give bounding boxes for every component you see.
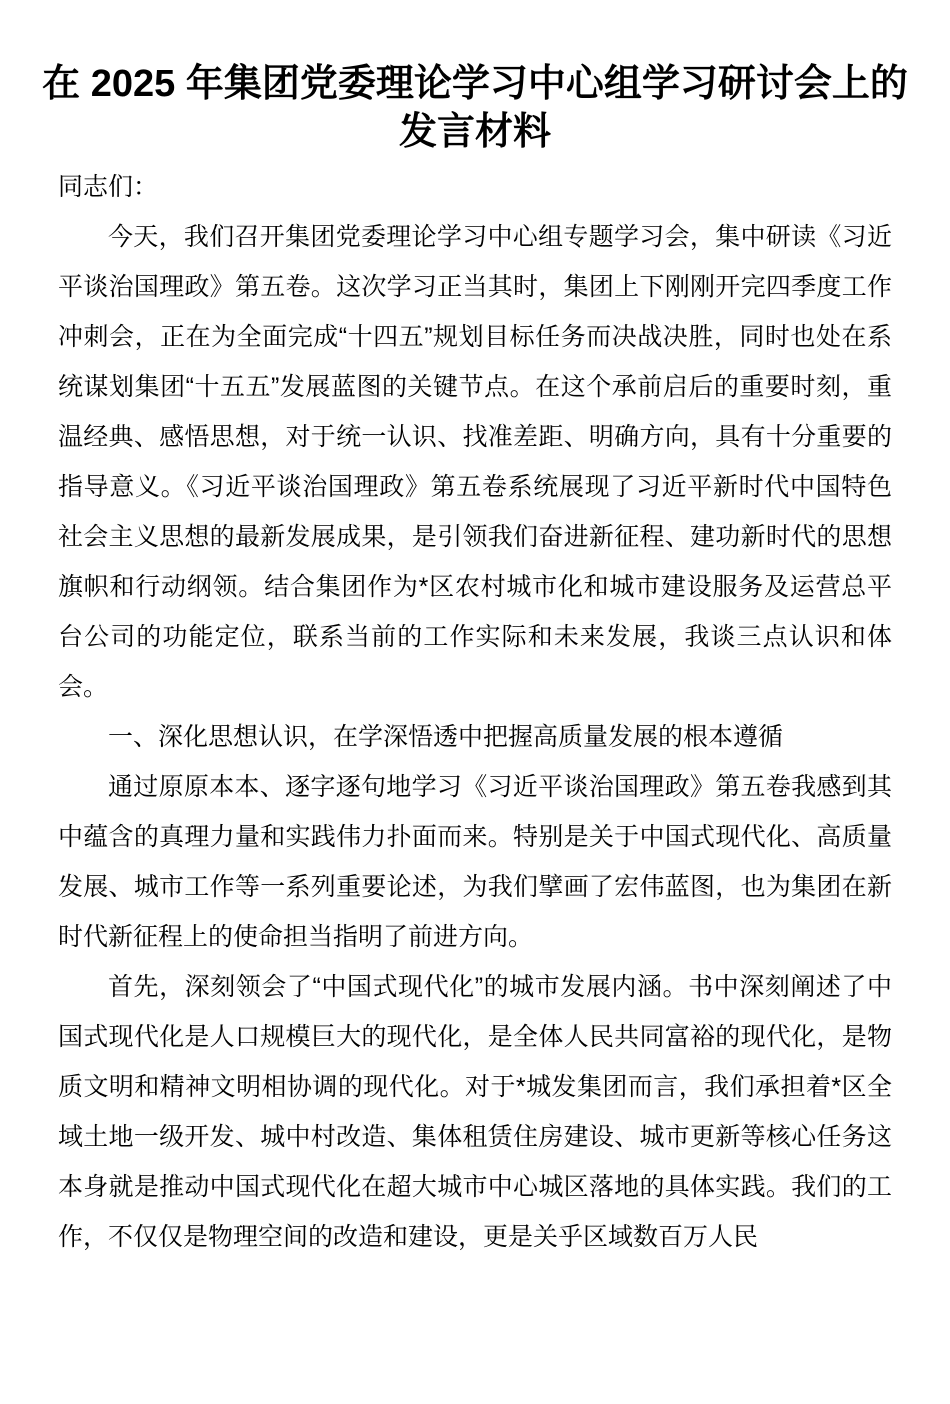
paragraph-salutation: 同志们： [58,173,159,201]
section-heading-1: 一、深化思想认识，在学深悟透中把握高质量发展的根本遵循 [108,723,784,751]
document-title-line-2: 发言材料 [398,111,551,153]
document-title-line-1: 在 2025 年集团党委理论学习中心组学习研讨会上的 [42,63,908,105]
document-body [0,162,950,1262]
paragraph-first-point: 首先，深刻领会了“中国式现代化”的城市发展内涵。书中深刻阐述了中国式现代化是人口规模巨大的现代化，是全体人民共同富裕的现代化，是物质文明和精神文明相协调的现代化。对于*城发集团而言，我们承担着*区全域土地一级开发、城中村改造、集体租赁住房建设、城市更新等核心任务这本身就是推动中国式现代化在超大城市中心城区落地的具体实践。我们的工作，不仅仅是物理空间的改造和建设，更是关乎区域数百万人民 [58,973,892,1251]
document-page [0,60,950,1404]
paragraph-intro: 今天，我们召开集团党委理论学习中心组专题学习会，集中研读《习近平谈治国理政》第五卷。这次学习正当其时，集团上下刚刚开完四季度工作冲刺会，正在为全面完成“十四五”规划目标任务而决战决胜，同时也处在系统谋划集团“十五五”发展蓝图的关键节点。在这个承前启后的重要时刻，重温经典、感悟思想，对于统一认识、找准差距、明确方向，具有十分重要的指导意义。《习近平谈治国理政》第五卷系统展现了习近平新时代中国特色社会主义思想的最新发展成果，是引领我们奋进新征程、建功新时代的思想旗帜和行动纲领。结合集团作为*区农村城市化和城市建设服务及运营总平台公司的功能定位，联系当前的工作实际和未来发展，我谈三点认识和体会。 [58,223,892,701]
paragraph-study-insight: 通过原原本本、逐字逐句地学习《习近平谈治国理政》第五卷我感到其中蕴含的真理力量和实践伟力扑面而来。特别是关于中国式现代化、高质量发展、城市工作等一系列重要论述，为我们擘画了宏伟蓝图，也为集团在新时代新征程上的使命担当指明了前进方向。 [58,773,892,951]
document-title [0,60,950,156]
